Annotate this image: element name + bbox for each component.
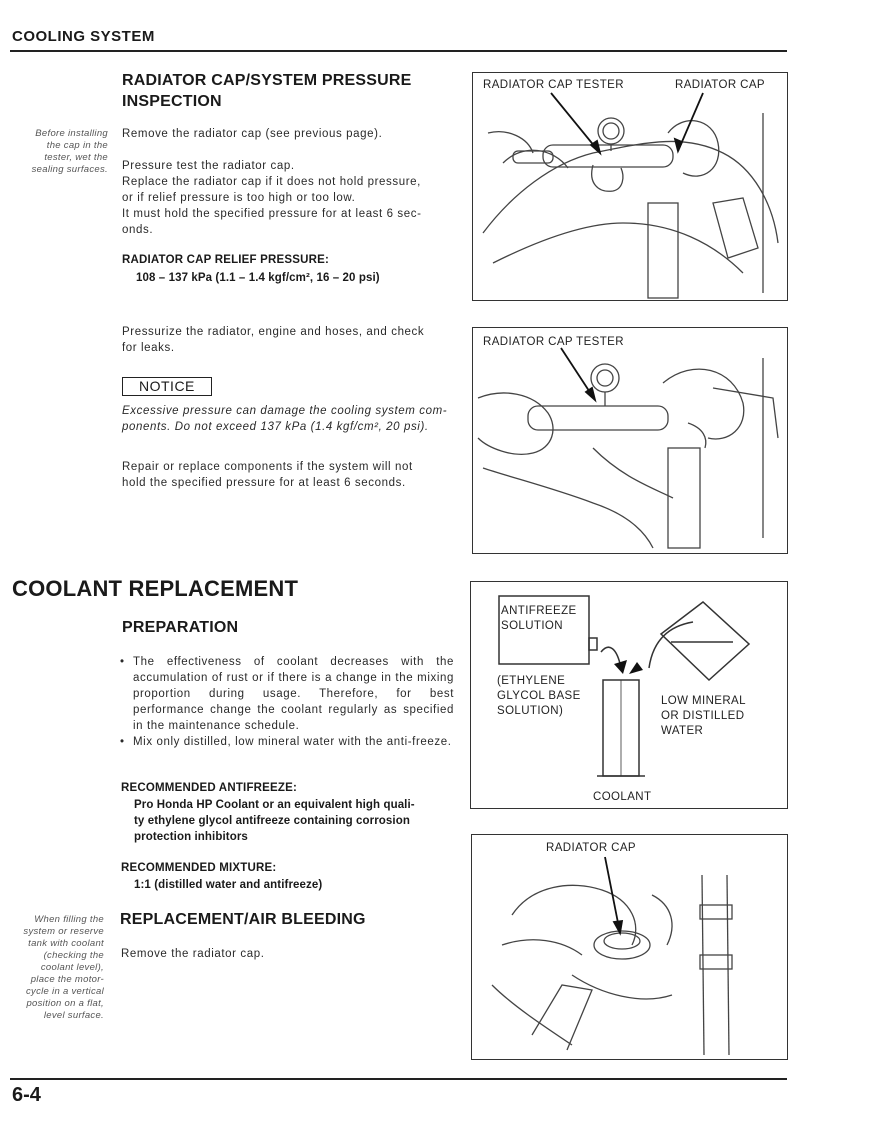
fig1-cap-label: RADIATOR CAP bbox=[675, 79, 765, 91]
fig3-coolant-label: COOLANT bbox=[593, 791, 652, 803]
notice-text: Excessive pressure can damage the cooling system com- ponents. Do not exceed 137 kPa (1.4 kgf/cm², 20 psi). bbox=[122, 405, 448, 433]
figure-2-illustration bbox=[473, 328, 787, 553]
fig3-ethylene-label: (ETHYLENE GLYCOL BASE SOLUTION) bbox=[497, 675, 581, 717]
page-number: 6-4 bbox=[12, 1084, 41, 1106]
footer-rule bbox=[10, 1078, 787, 1080]
mixture-label: RECOMMENDED MIXTURE: bbox=[121, 862, 277, 874]
header-rule bbox=[10, 50, 787, 52]
fig4-cap-label: RADIATOR CAP bbox=[546, 842, 636, 854]
fig3-antifreeze-label: ANTIFREEZE SOLUTION bbox=[501, 605, 577, 632]
figure-radiator-cap bbox=[471, 834, 788, 1060]
relief-pressure-value: 108 – 137 kPa (1.1 – 1.4 kgf/cm², 16 – 20 psi) bbox=[136, 272, 380, 284]
bullet-effectiveness: • The effectiveness of coolant decreases with the accumulation of rust or if there is a change in the mixing proportion during usage. Therefore, for best performance change the coolant regularly as specified in the maintenance schedule. bbox=[120, 654, 454, 734]
figure-cap-tester-1 bbox=[472, 72, 788, 301]
notice-box: NOTICE bbox=[122, 377, 212, 396]
inspection-steps: Remove the radiator cap (see previous page). Pressure test the radiator cap. Replace the radiator cap if it does not hold pressure, or if relief pressure is too high or too low. It must hold the specified pressure for at least 6 sec- onds. bbox=[122, 128, 422, 236]
preparation-heading: PREPARATION bbox=[122, 619, 239, 636]
antifreeze-label: RECOMMENDED ANTIFREEZE: bbox=[121, 782, 298, 794]
antifreeze-value: Pro Honda HP Coolant or an equivalent high quali- ty ethylene glycol antifreeze containing corrosion protection inhibitors bbox=[134, 799, 415, 843]
figure-coolant-mixture bbox=[470, 581, 788, 809]
relief-pressure-label: RADIATOR CAP RELIEF PRESSURE: bbox=[122, 254, 330, 266]
fig3-water-label: LOW MINERAL OR DISTILLED WATER bbox=[661, 695, 746, 737]
pressurize-text: Pressurize the radiator, engine and hoses, and check for leaks. bbox=[122, 326, 425, 354]
bullet-mix: • Mix only distilled, low mineral water with the anti-freeze. bbox=[120, 734, 454, 750]
figure-cap-tester-2 bbox=[472, 327, 788, 554]
mixture-value: 1:1 (distilled water and antifreeze) bbox=[134, 879, 323, 891]
air-bleeding-heading: REPLACEMENT/AIR BLEEDING bbox=[120, 911, 366, 928]
figure-1-illustration bbox=[473, 73, 787, 300]
preparation-bullets bbox=[120, 654, 454, 750]
remove-cap-text: Remove the radiator cap. bbox=[121, 948, 265, 960]
inspection-heading: RADIATOR CAP/SYSTEM PRESSURE INSPECTION bbox=[122, 72, 412, 110]
coolant-replacement-heading: COOLANT REPLACEMENT bbox=[12, 576, 299, 601]
figure-4-illustration bbox=[472, 835, 787, 1059]
fig1-tester-label: RADIATOR CAP TESTER bbox=[483, 79, 624, 91]
section-header: COOLING SYSTEM bbox=[12, 28, 155, 45]
repair-text: Repair or replace components if the system will not hold the specified pressure for at least 6 seconds. bbox=[122, 461, 413, 489]
fig2-tester-label: RADIATOR CAP TESTER bbox=[483, 336, 624, 348]
filling-side-note: When filling the system or reserve tank with coolant (checking the coolant level), place the motor- cycle in a vertical position on a flat, level surface. bbox=[23, 914, 104, 1021]
inspection-side-note: Before installing the cap in the tester, wet the sealing surfaces. bbox=[31, 128, 108, 175]
